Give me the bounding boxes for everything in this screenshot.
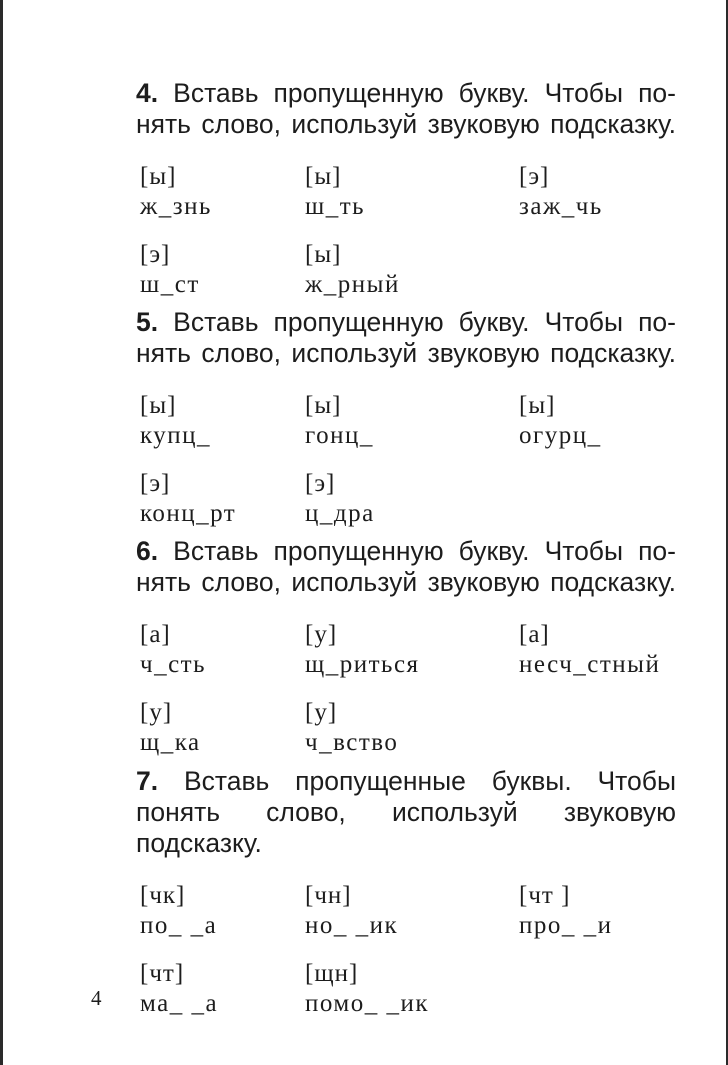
exercise-item xyxy=(140,881,217,941)
task-heading-line-1 xyxy=(136,78,676,109)
exercise-item xyxy=(305,162,365,222)
gap-word: гонц_ xyxy=(305,422,374,449)
exercise-item xyxy=(140,240,200,300)
exercise-item xyxy=(140,469,236,529)
page-number: 4 xyxy=(91,986,102,1010)
exercise-item xyxy=(305,469,375,529)
task-heading-line-1 xyxy=(136,536,676,567)
gap-word: ш_ть xyxy=(305,193,366,220)
exercise-item xyxy=(305,959,429,1019)
gap-word: щ_риться xyxy=(305,651,420,678)
task-number: 6. xyxy=(136,536,159,566)
task-instruction-line-2: нять слово, используй звуковую подсказку. xyxy=(136,338,676,368)
gap-word: ц_дра xyxy=(305,500,375,527)
task-7 xyxy=(136,766,676,1051)
task-number: 5. xyxy=(136,307,159,337)
exercise-item xyxy=(140,620,206,680)
task-instruction-line-2: понять слово, используй звуковую подсказку. xyxy=(136,797,676,858)
exercise-item xyxy=(305,698,398,758)
exercise-item xyxy=(519,881,613,941)
task-5 xyxy=(136,307,676,561)
gap-word: щ_ка xyxy=(140,729,201,756)
task-number: 4. xyxy=(136,78,159,108)
sound-hint: [ы] xyxy=(519,392,556,419)
sound-hint: [у] xyxy=(305,621,338,648)
task-instruction-line-1: Вставь пропущенную букву. Чтобы по- xyxy=(173,536,676,566)
task-instruction-line-2: нять слово, используй звуковую подсказку. xyxy=(136,109,676,139)
sound-hint: [ы] xyxy=(140,163,177,190)
exercise-item xyxy=(305,391,374,451)
gap-word: ш_ст xyxy=(140,271,200,298)
sound-hint: [у] xyxy=(140,699,173,726)
exercise-grid xyxy=(136,620,676,790)
sound-hint: [ы] xyxy=(140,392,177,419)
gap-word: заж_чь xyxy=(519,193,603,220)
gap-word: конц_рт xyxy=(140,500,237,527)
task-instruction-line-1: Вставь пропущенные буквы. Чтобы xyxy=(183,766,676,796)
sound-hint: [э] xyxy=(519,163,550,190)
task-heading xyxy=(136,766,676,859)
sound-hint: [э] xyxy=(305,470,336,497)
exercise-item xyxy=(519,620,660,680)
sound-hint: [ы] xyxy=(305,163,342,190)
gap-word: купц_ xyxy=(140,422,212,449)
exercise-item xyxy=(140,162,212,222)
exercise-grid xyxy=(136,881,676,1051)
exercise-item xyxy=(519,391,602,451)
task-heading xyxy=(136,307,676,369)
gap-word: про_ _и xyxy=(519,912,613,939)
task-instruction-line-1: Вставь пропущенную букву. Чтобы по- xyxy=(173,78,676,108)
task-heading-line-1 xyxy=(136,307,676,338)
task-instruction-line-1: Вставь пропущенную букву. Чтобы по- xyxy=(173,307,676,337)
sound-hint: [ы] xyxy=(305,392,342,419)
exercise-item xyxy=(140,698,201,758)
task-instruction-line-2: нять слово, используй звуковую подсказку. xyxy=(136,567,676,597)
task-heading-line-1 xyxy=(136,766,676,797)
sound-hint: [у] xyxy=(305,699,338,726)
gap-word: огурц_ xyxy=(519,422,602,449)
gap-word: по_ _а xyxy=(140,912,218,939)
gap-word: ч_вство xyxy=(305,729,399,756)
task-number: 7. xyxy=(136,766,159,796)
sound-hint: [чк] xyxy=(140,882,186,909)
exercise-item xyxy=(305,881,398,941)
exercise-item xyxy=(140,391,211,451)
sound-hint: [чн] xyxy=(305,882,352,909)
gap-word: помо_ _ик xyxy=(305,990,429,1017)
exercise-item xyxy=(305,620,420,680)
exercise-item xyxy=(140,959,218,1019)
sound-hint: [а] xyxy=(519,621,550,648)
gap-word: ж_рный xyxy=(305,271,400,298)
gap-word: но_ _ик xyxy=(305,912,399,939)
task-6 xyxy=(136,536,676,790)
sound-hint: [э] xyxy=(140,241,171,268)
gap-word: ч_сть xyxy=(140,651,206,678)
sound-hint: [щн] xyxy=(305,960,359,987)
exercise-item xyxy=(519,162,603,222)
gap-word: ма_ _а xyxy=(140,990,219,1017)
sound-hint: [ы] xyxy=(305,241,342,268)
exercise-item xyxy=(305,240,400,300)
gap-word: несч_стный xyxy=(519,651,661,678)
sound-hint: [чт] xyxy=(140,960,185,987)
sound-hint: [э] xyxy=(140,470,171,497)
sound-hint: [а] xyxy=(140,621,171,648)
sound-hint: [чт ] xyxy=(519,882,571,909)
gap-word: ж_знь xyxy=(140,193,212,220)
task-4 xyxy=(136,78,676,332)
task-heading xyxy=(136,78,676,140)
task-heading xyxy=(136,536,676,598)
